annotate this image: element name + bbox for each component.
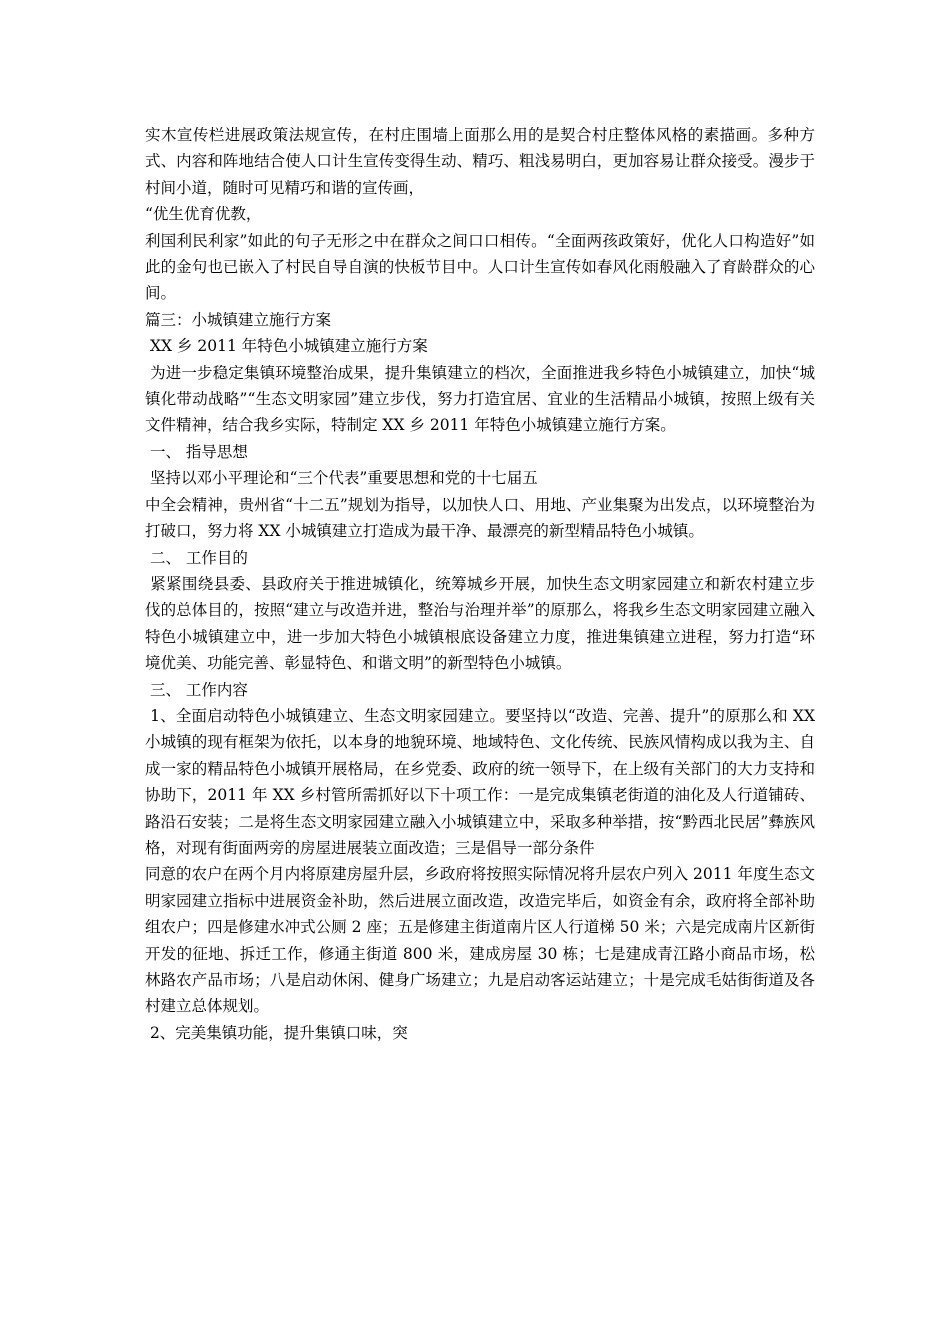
section-heading: 三、 工作内容 (145, 680, 248, 699)
paragraph: 中全会精神，贵州省“十二五”规划为指导，以加快人口、用地、产业集聚为出发点，以环境整治为打破口，努力将 XX 小城镇建立打造成为最干净、最漂亮的新型精品特色小城镇。 (145, 495, 815, 541)
paragraph: 同意的农户在两个月内将原建房屋升层，乡政府将按照实际情况将升层农户列入 2011 年度生态文明家园建立指标中进展资金补助，然后进展立面改造，改造完毕后，如资金有余，政府将全部补助组农户；四是修建水冲式公厕 2 座；五是修建主街道南片区人行道梯 50 米；六是完成南片区新街开发的征地、拆迁工作，修通主街道 800 米，建成房屋 30 栋；七是建成青江路小商品市场，松林路农产品市场；八是启动休闲、健身广场建立；九是启动客运站建立；十是完成毛姑街街道及各村建立总体规划。 (145, 865, 815, 1016)
paragraph: 紧紧围绕县委、县政府关于推进城镇化，统筹城乡开展，加快生态文明家园建立和新农村建立步伐的总体目的，按照“建立与改造并进，整治与治理并举”的原那么，将我乡生态文明家园建立融入特色小城镇建立中，进一步加大特色小城镇根底设备建立力度，推进集镇建立进程，努力打造“环境优美、功能完善、彰显特色、和谐文明”的新型特色小城镇。 (145, 574, 815, 673)
document-title: XX 乡 2011 年特色小城镇建立施行方案 (145, 337, 428, 356)
paragraph: 坚持以邓小平理论和“三个代表”重要思想和党的十七届五 (145, 469, 538, 488)
paragraph: 实木宣传栏进展政策法规宣传，在村庄围墙上面那么用的是契合村庄整体风格的素描画。多种方式、内容和阵地结合使人口计生宣传变得生动、精巧、粗浅易明白，更加容易让群众接受。漫步于村间小道，随时可见精巧和谐的宣传画， (145, 126, 815, 197)
paragraph: 1、全面启动特色小城镇建立、生态文明家园建立。要坚持以“改造、完善、提升”的原那么和 XX 小城镇的现有框架为依托，以本身的地貌环境、地域特色、文化传统、民族风情构成以我为主、自成一家的精品特色小城镇开展格局，在乡党委、政府的统一领导下，在上级有关部门的大力支持和协助下，2011 年 XX 乡村管所需抓好以下十项工作：一是完成集镇老街道的油化及人行道铺砖、路沿石安装；二是将生态文明家园建立融入小城镇建立中，采取多种举措，按“黔西北民居”彝族风格，对现有街面两旁的房屋进展装立面改造；三是倡导一部分条件 (145, 706, 820, 857)
paragraph: 为进一步稳定集镇环境整治成果，提升集镇建立的档次，全面推进我乡特色小城镇建立，加快“城镇化带动战略”“生态文明家园”建立步伐，努力打造宜居、宜业的生活精品小城镇，按照上级有关文件精神，结合我乡实际，特制定 XX 乡 2011 年特色小城镇建立施行方案。 (145, 363, 815, 435)
section-heading: 篇三：小城镇建立施行方案 (145, 310, 332, 329)
document-body (145, 122, 820, 1046)
paragraph: 利国利民利家”如此的句子无形之中在群众之间口口相传。“全面两孩政策好，优化人口构造好”如此的金句也已嵌入了村民自导自演的快板节目中。人口计生宣传如春风化雨般融入了育龄群众的心间。 (145, 231, 815, 303)
section-heading: 一、 指导思想 (145, 442, 248, 461)
paragraph: 2、完美集镇功能，提升集镇口味，突 (145, 1023, 408, 1042)
section-heading: 二、 工作目的 (145, 548, 248, 567)
paragraph: “优生优育优教， (145, 205, 262, 224)
